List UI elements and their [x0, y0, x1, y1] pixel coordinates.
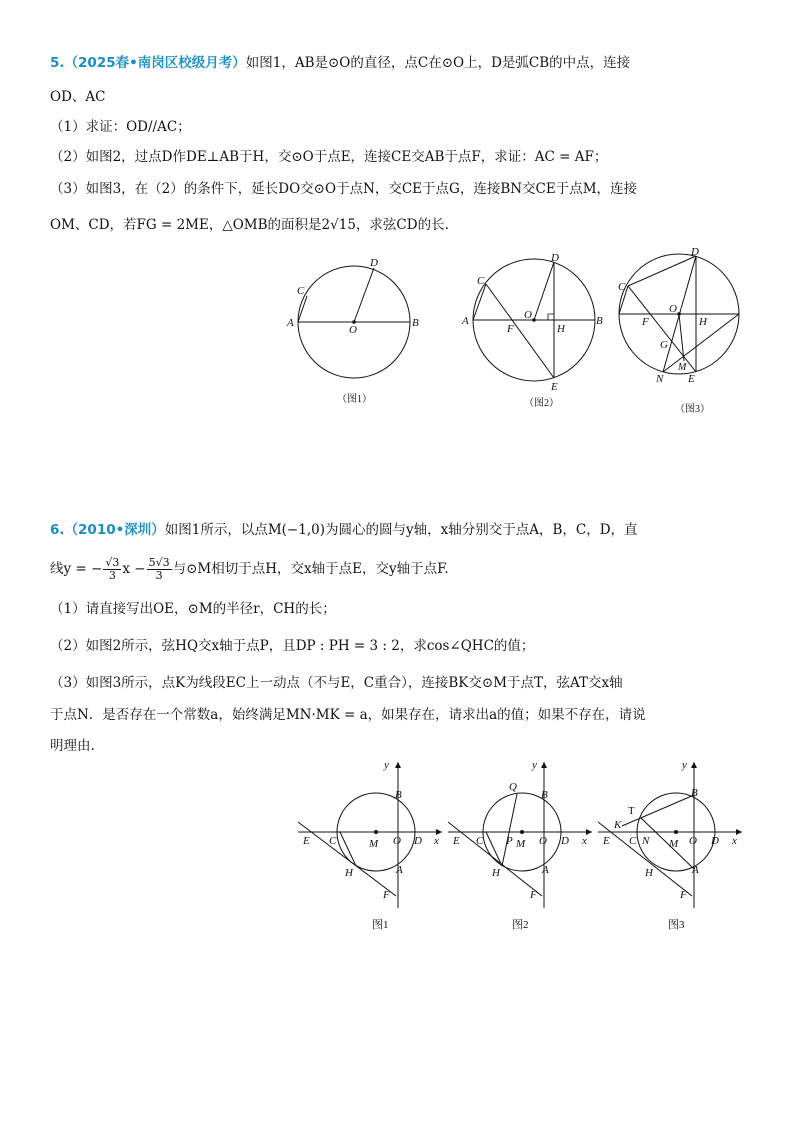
label-b: B — [395, 789, 402, 801]
p6-figure-1 — [296, 758, 446, 933]
label-k: K — [614, 819, 622, 831]
label-o: O — [669, 303, 677, 315]
p6-line2 — [50, 552, 449, 586]
label-o: O — [689, 835, 697, 847]
label-y: y — [682, 759, 687, 771]
label-e: E — [551, 381, 558, 393]
label-t: T — [628, 805, 635, 817]
p6-number: 6. — [50, 522, 65, 538]
label-n: N — [642, 835, 650, 847]
label-n: N — [656, 373, 664, 385]
p5-figure-1 — [285, 252, 425, 412]
label-d: D — [711, 835, 719, 847]
label-o: O — [349, 324, 357, 336]
label-e: E — [688, 373, 695, 385]
p5-number: 5. — [50, 55, 65, 71]
label-y: y — [384, 759, 389, 771]
p6-line1 — [50, 521, 638, 539]
label-h: H — [557, 323, 565, 335]
p6-frac-2-den: 3 — [155, 569, 163, 582]
label-c: C — [297, 285, 305, 297]
caption-fig3: （图3） — [675, 404, 710, 415]
label-x: x — [582, 835, 587, 847]
p5-q2: （2）如图2，过点D作DE⊥AB于H，交⊙O于点E，连接CE交AB于点F，求证：AC = AF； — [50, 149, 608, 165]
caption-fig2: 图2 — [512, 919, 529, 931]
label-d: D — [561, 835, 569, 847]
p5-line2: OD、AC — [50, 89, 106, 105]
label-y: y — [532, 759, 537, 771]
label-a: A — [462, 315, 469, 327]
label-f: F — [507, 323, 514, 335]
caption-fig2: （图2） — [524, 398, 559, 409]
p5-q3-b: OM、CD，若FG = 2ME，△OMB的面积是2√15，求弦CD的长. — [50, 217, 449, 233]
label-d: D — [551, 252, 559, 264]
label-b: B — [412, 317, 419, 329]
p6-q3-b: 于点N．是否存在一个常数a，始终满足MN·MK = a，如果存在，请求出a的值；如果不存在，请说 — [50, 707, 646, 723]
p6-frac-1 — [103, 557, 121, 582]
label-b: B — [541, 789, 548, 801]
label-q: Q — [509, 781, 517, 793]
label-d: D — [370, 257, 378, 269]
p6-text-1: 如图1所示，以点M(−1,0)为圆心的圆与y轴，x轴分别交于点A，B，C，D，直 — [164, 522, 638, 538]
label-m: M — [669, 838, 679, 850]
p5-figure-3 — [612, 244, 748, 419]
label-o: O — [539, 835, 547, 847]
p6-figure-2 — [446, 758, 596, 933]
label-f: F — [680, 889, 687, 901]
p6-source: （2010•深圳） — [64, 522, 165, 538]
label-d: D — [414, 835, 422, 847]
label-m: M — [678, 362, 687, 373]
label-e: E — [303, 835, 310, 847]
label-x: x — [732, 835, 737, 847]
label-h: H — [699, 316, 707, 328]
label-a: A — [542, 864, 549, 876]
p6-line-eq-a: 线y = − — [50, 561, 103, 577]
label-o: O — [524, 309, 532, 321]
label-e: E — [603, 835, 610, 847]
p6-frac-1-den: 3 — [108, 569, 116, 582]
label-d: D — [691, 246, 699, 258]
label-h: H — [345, 867, 353, 879]
p6-q2: （2）如图2所示，弦HQ交x轴于点P，且DP : PH = 3 : 2，求cos∠QHC的值； — [50, 638, 535, 654]
label-h: H — [492, 867, 500, 879]
p6-frac-1-num: √3 — [105, 556, 120, 569]
p6-line-eq-b: x − — [122, 561, 146, 577]
label-b: B — [691, 787, 698, 799]
label-a: A — [287, 317, 294, 329]
label-x: x — [434, 835, 439, 847]
label-m: M — [369, 838, 379, 850]
label-f: F — [383, 889, 390, 901]
label-f: F — [530, 889, 537, 901]
label-f: F — [642, 316, 649, 328]
caption-fig1: （图1） — [337, 394, 372, 405]
p5-q1: （1）求证：OD//AC； — [50, 119, 191, 135]
caption-fig1: 图1 — [372, 919, 389, 931]
label-o: O — [393, 835, 401, 847]
label-e: E — [453, 835, 460, 847]
p6-q3-a: （3）如图3所示，点K为线段EC上一动点（不与E，C重合），连接BK交⊙M于点T，弦AT交x轴 — [50, 675, 623, 691]
label-c: C — [329, 835, 337, 847]
label-c: C — [477, 275, 485, 287]
label-p: P — [506, 835, 513, 847]
label-a: A — [692, 864, 699, 876]
label-b: B — [596, 315, 603, 327]
label-m: M — [516, 838, 526, 850]
p5-q3-a: （3）如图3，在（2）的条件下，延长DO交⊙O于点N，交CE于点G，连接BN交CE于点M，连接 — [50, 181, 638, 197]
p6-line-eq-c: 与⊙M相切于点H，交x轴于点E，交y轴于点F. — [172, 561, 449, 577]
p6-figure-3 — [596, 758, 746, 933]
p6-q1: （1）请直接写出OE，⊙M的半径r，CH的长； — [50, 601, 336, 617]
p6-q3-c: 明理由. — [50, 738, 95, 754]
label-c: C — [476, 835, 484, 847]
p5-source: （2025春•南岗区校级月考） — [64, 55, 246, 71]
label-g: G — [660, 339, 668, 351]
p6-frac-2-num: 5√3 — [148, 556, 170, 569]
p6-frac-2 — [147, 557, 172, 582]
caption-fig3: 图3 — [668, 919, 685, 931]
p5-figure-2 — [458, 252, 608, 412]
label-c: C — [629, 835, 637, 847]
p5-line1 — [50, 54, 630, 72]
label-h: H — [645, 867, 653, 879]
label-c: C — [618, 281, 626, 293]
p5-text-1: 如图1，AB是⊙O的直径，点C在⊙O上，D是弧CB的中点，连接 — [245, 55, 631, 71]
label-a: A — [396, 864, 403, 876]
